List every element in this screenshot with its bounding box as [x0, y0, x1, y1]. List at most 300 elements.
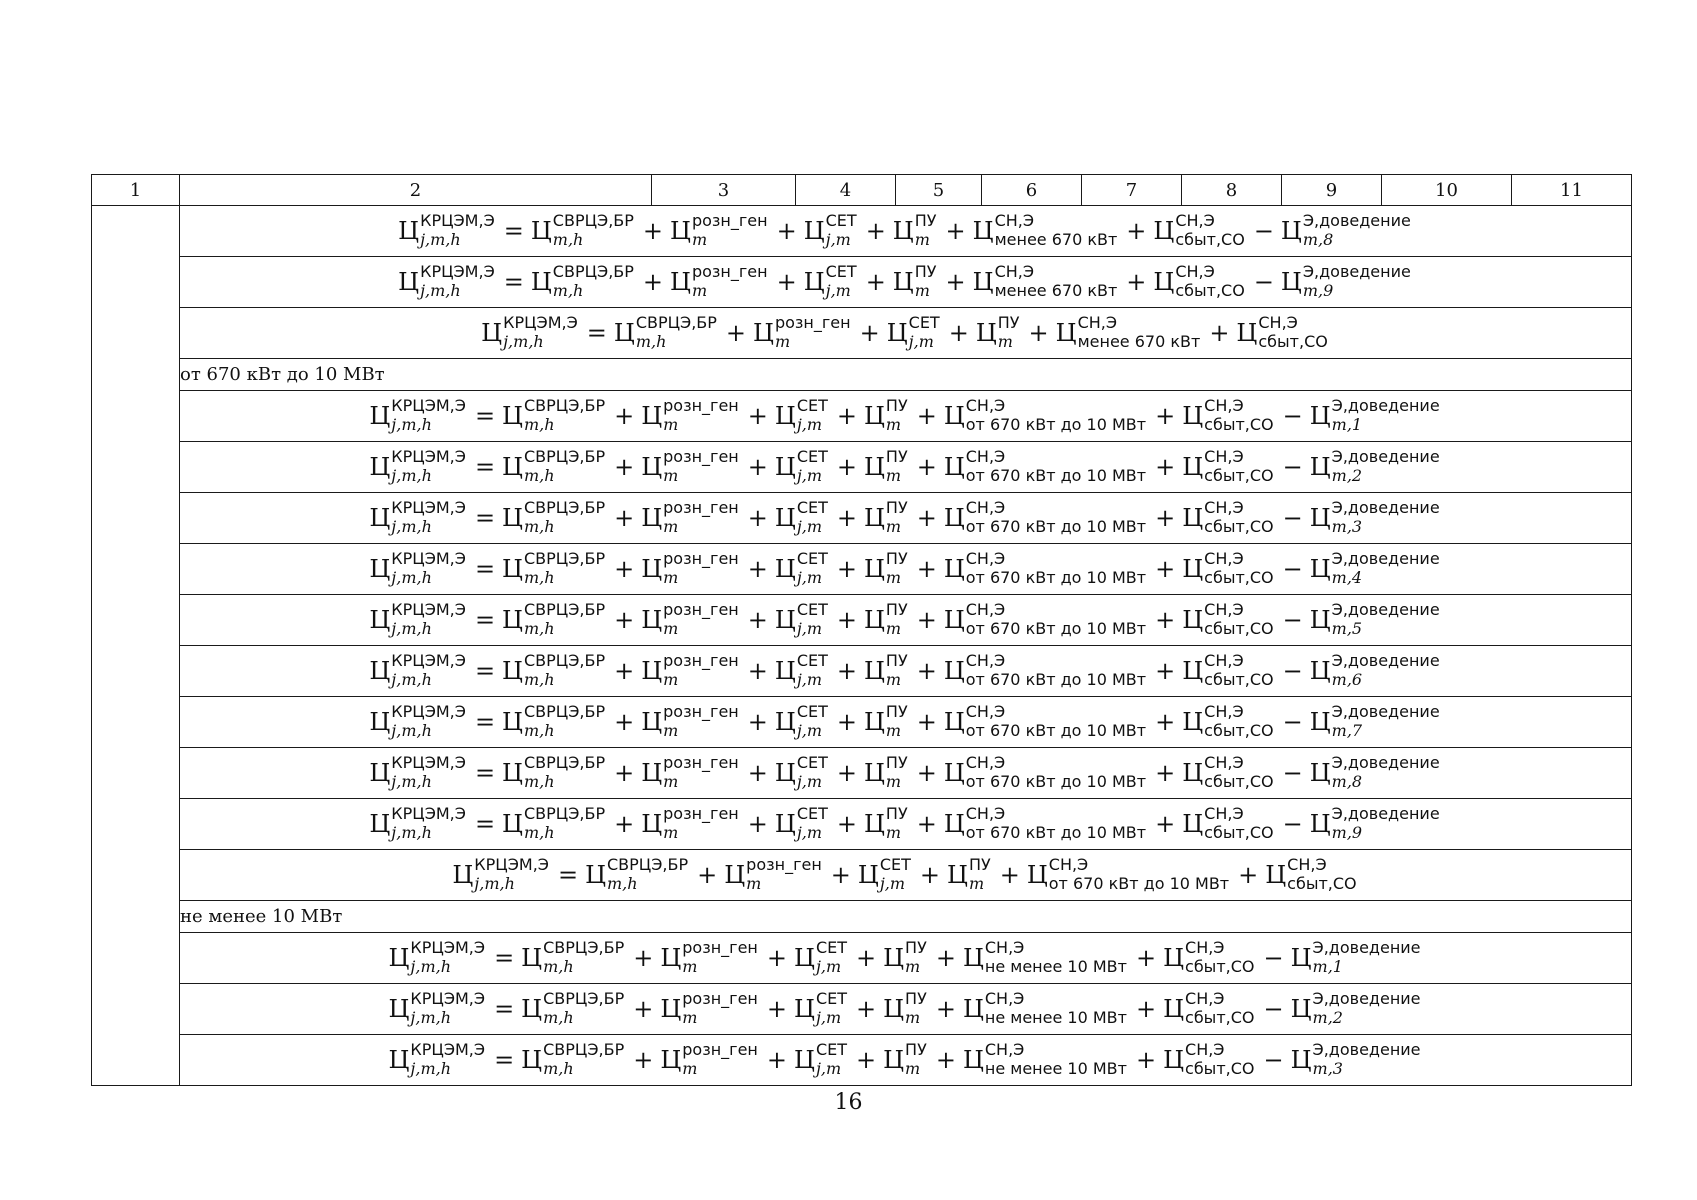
superscript: СН,Э	[965, 702, 1006, 721]
term-krcem	[369, 397, 468, 435]
plus-sign: +	[614, 555, 635, 583]
formula-cell	[180, 442, 1632, 493]
term-svrce	[531, 212, 636, 250]
subscript: j,m	[796, 619, 823, 638]
symbol-base: Ц	[369, 759, 391, 787]
term-pu	[893, 263, 939, 301]
symbol-base: Ц	[369, 606, 391, 634]
term-svrce	[502, 499, 607, 537]
subscript: m	[746, 874, 762, 893]
script-stack	[474, 856, 549, 894]
script-stack	[692, 263, 768, 301]
symbol-base: Ц	[803, 217, 825, 245]
term-rozn-gen	[641, 601, 741, 639]
superscript: СЕТ	[815, 1040, 847, 1059]
script-stack	[969, 856, 991, 894]
term-set	[804, 263, 859, 301]
symbol-base: Ц	[1182, 759, 1204, 787]
term-rozn-gen	[641, 754, 741, 792]
script-stack	[909, 314, 940, 352]
superscript: ПУ	[914, 211, 937, 230]
superscript: СН,Э	[965, 549, 1006, 568]
symbol-base: Ц	[369, 657, 391, 685]
symbol-base: Ц	[369, 555, 391, 583]
script-stack	[1332, 703, 1440, 741]
subscript: сбыт,СО	[1204, 466, 1274, 485]
symbol-base: Ц	[863, 402, 885, 430]
script-stack	[391, 754, 466, 792]
symbol-base: Ц	[794, 995, 815, 1023]
superscript: КРЦЭМ,Э	[391, 804, 466, 823]
term-svrce	[502, 805, 607, 843]
script-stack	[1204, 499, 1273, 537]
subscript: m,3	[1331, 517, 1363, 536]
subscript: j,m	[879, 874, 906, 893]
term-rozn-gen	[641, 805, 741, 843]
subscript: m	[885, 568, 902, 587]
subscript: m,9	[1302, 281, 1334, 300]
plus-sign: +	[935, 944, 956, 972]
symbol-base: Ц	[369, 453, 391, 481]
subscript: от 670 кВт до 10 МВт	[965, 568, 1147, 587]
script-stack	[998, 314, 1020, 352]
symbol-base: Ц	[1182, 657, 1204, 685]
script-stack	[1204, 652, 1273, 690]
script-stack	[1078, 314, 1201, 352]
superscript: ПУ	[885, 549, 908, 568]
term-rozn-gen	[670, 212, 770, 250]
subscript: m	[663, 721, 679, 740]
script-stack	[966, 805, 1146, 843]
script-stack	[524, 703, 605, 741]
subscript: не менее 10 МВт	[984, 957, 1127, 976]
superscript: ПУ	[885, 753, 908, 772]
plus-sign: +	[747, 759, 768, 787]
superscript: ПУ	[885, 600, 908, 619]
term-dovedenie	[1310, 652, 1442, 690]
script-stack	[1313, 990, 1421, 1028]
plus-sign: +	[1155, 606, 1176, 634]
symbol-base: Ц	[660, 1046, 682, 1074]
script-stack	[985, 1041, 1127, 1079]
plus-sign: +	[642, 217, 664, 245]
script-stack	[826, 212, 857, 250]
subscript: j,m,h	[410, 1008, 451, 1027]
symbol-base: Ц	[753, 319, 774, 347]
subscript: j,m	[908, 332, 934, 351]
subscript: m,h	[543, 1059, 574, 1078]
term-sbyt	[1182, 703, 1275, 741]
subscript: m	[663, 517, 679, 536]
superscript: ПУ	[885, 702, 908, 721]
formula-cell	[180, 544, 1632, 595]
superscript: СН,Э	[965, 498, 1006, 517]
term-sn	[944, 703, 1148, 741]
superscript: СЕТ	[825, 262, 857, 281]
subscript: менее 670 кВт	[994, 281, 1118, 300]
term-rozn-gen	[660, 939, 760, 977]
subscript: менее 670 кВт	[1077, 332, 1201, 351]
subscript: m,3	[1312, 1059, 1343, 1078]
script-stack	[524, 550, 605, 588]
plus-sign: +	[776, 268, 797, 296]
superscript: СВРЦЭ,БР	[523, 600, 606, 619]
plus-sign: +	[919, 861, 940, 889]
subscript: j,m,h	[410, 1059, 451, 1078]
symbol-base: Ц	[1153, 268, 1175, 296]
symbol-base: Ц	[641, 402, 663, 430]
superscript: СН,Э	[1185, 1040, 1225, 1059]
term-svrce	[502, 601, 607, 639]
subscript: m	[997, 332, 1013, 351]
term-sbyt	[1163, 939, 1256, 977]
term-set	[794, 939, 849, 977]
term-dovedenie	[1310, 397, 1442, 435]
script-stack	[524, 754, 605, 792]
symbol-base: Ц	[962, 944, 984, 972]
script-stack	[1287, 856, 1356, 894]
formula-cell	[180, 984, 1632, 1035]
symbol-base: Ц	[1163, 995, 1185, 1023]
superscript: КРЦЭМ,Э	[420, 262, 495, 281]
plus-sign: +	[836, 759, 857, 787]
term-sbyt	[1236, 314, 1329, 352]
subscript: j,m	[825, 281, 851, 300]
script-stack	[886, 550, 908, 588]
script-stack	[663, 448, 739, 486]
superscript: СН,Э	[1204, 804, 1244, 823]
term-rozn-gen	[641, 448, 741, 486]
plus-sign: +	[836, 555, 857, 583]
script-stack	[663, 601, 739, 639]
term-rozn-gen	[641, 499, 741, 537]
symbol-base: Ц	[863, 504, 885, 532]
symbol-base: Ц	[863, 708, 885, 736]
symbol-base: Ц	[794, 944, 815, 972]
script-stack	[966, 397, 1146, 435]
equals-sign: =	[557, 861, 579, 889]
symbol-base: Ц	[774, 504, 796, 532]
symbol-base: Ц	[724, 861, 746, 889]
symbol-base: Ц	[481, 319, 503, 347]
script-stack	[966, 652, 1146, 690]
plus-sign: +	[633, 944, 654, 972]
plus-sign: +	[1135, 1046, 1157, 1074]
symbol-base: Ц	[943, 759, 965, 787]
plus-sign: +	[856, 944, 877, 972]
term-sn	[944, 754, 1148, 792]
subscript: m	[691, 230, 708, 249]
subscript: m	[968, 874, 985, 893]
superscript: Э,доведение	[1331, 804, 1440, 823]
term-sn	[1027, 856, 1231, 894]
script-stack	[797, 703, 828, 741]
term-set	[775, 805, 830, 843]
minus-sign: −	[1282, 657, 1303, 685]
symbol-base: Ц	[774, 759, 796, 787]
superscript: СЕТ	[879, 855, 911, 874]
formula-cell	[180, 308, 1632, 359]
subscript: m	[663, 415, 679, 434]
term-sn	[944, 805, 1148, 843]
plus-sign: +	[916, 657, 937, 685]
term-rozn-gen	[641, 703, 741, 741]
script-stack	[1332, 499, 1440, 537]
term-sbyt	[1163, 990, 1256, 1028]
symbol-base: Ц	[1026, 861, 1048, 889]
section-row	[92, 359, 1632, 391]
term-sbyt	[1182, 397, 1275, 435]
minus-sign: −	[1282, 810, 1303, 838]
script-stack	[1175, 212, 1244, 250]
subscript: m,5	[1331, 619, 1363, 638]
term-sbyt	[1182, 805, 1275, 843]
script-stack	[797, 652, 828, 690]
term-set	[858, 856, 913, 894]
symbol-base: Ц	[670, 217, 691, 245]
script-stack	[1204, 703, 1273, 741]
subscript: m	[914, 281, 930, 300]
script-stack	[391, 652, 466, 690]
term-dovedenie	[1310, 550, 1442, 588]
plus-sign: +	[633, 1046, 654, 1074]
plus-sign: +	[865, 268, 886, 296]
script-stack	[1175, 263, 1244, 301]
superscript: Э,доведение	[1331, 753, 1440, 772]
superscript: розн_ген	[682, 938, 758, 957]
script-stack	[1204, 550, 1273, 588]
script-stack	[524, 397, 605, 435]
symbol-base: Ц	[502, 504, 523, 532]
script-stack	[816, 1041, 847, 1079]
term-dovedenie	[1310, 499, 1442, 537]
term-pu	[864, 754, 910, 792]
formula-table	[91, 174, 1632, 1086]
term-sn	[944, 397, 1148, 435]
superscript: СН,Э	[994, 262, 1035, 281]
term-sn	[944, 550, 1148, 588]
formula-cell	[180, 748, 1632, 799]
symbol-base: Ц	[857, 861, 879, 889]
symbol-base: Ц	[774, 810, 796, 838]
term-sn	[944, 652, 1148, 690]
script-stack	[1204, 805, 1273, 843]
superscript: ПУ	[914, 262, 937, 281]
plus-sign: +	[830, 861, 851, 889]
symbol-base: Ц	[670, 268, 691, 296]
term-dovedenie	[1291, 990, 1423, 1028]
term-svrce	[614, 314, 719, 352]
subscript: m,h	[552, 281, 584, 300]
term-sbyt	[1182, 499, 1275, 537]
term-krcem	[452, 856, 551, 894]
superscript: Э,доведение	[1302, 211, 1411, 230]
script-stack	[826, 263, 857, 301]
subscript: j,m	[796, 517, 823, 536]
superscript: розн_ген	[746, 855, 822, 874]
script-stack	[915, 263, 937, 301]
formula-row	[92, 850, 1632, 901]
formula-cell	[180, 1035, 1632, 1086]
minus-sign: −	[1282, 759, 1303, 787]
plus-sign: +	[935, 1046, 956, 1074]
term-dovedenie	[1281, 212, 1413, 250]
subscript: сбыт,СО	[1185, 957, 1255, 976]
script-stack	[524, 499, 605, 537]
script-stack	[524, 448, 605, 486]
plus-sign: +	[633, 995, 654, 1023]
term-rozn-gen	[660, 1041, 760, 1079]
script-stack	[1204, 397, 1273, 435]
plus-sign: +	[916, 708, 937, 736]
term-sbyt	[1163, 1041, 1256, 1079]
subscript: m	[885, 619, 902, 638]
subscript: m	[885, 721, 902, 740]
symbol-base: Ц	[613, 319, 635, 347]
term-set	[775, 754, 830, 792]
superscript: КРЦЭМ,Э	[410, 938, 486, 957]
formula-row	[92, 308, 1632, 359]
symbol-base: Ц	[1153, 217, 1175, 245]
symbol-base: Ц	[502, 555, 523, 583]
script-stack	[1185, 939, 1254, 977]
script-stack	[682, 1041, 758, 1079]
superscript: СВРЦЭ,БР	[635, 313, 717, 332]
superscript: СЕТ	[796, 651, 828, 670]
formula-cell	[180, 595, 1632, 646]
subscript: m	[914, 230, 930, 249]
minus-sign: −	[1282, 402, 1303, 430]
subscript: m	[885, 466, 902, 485]
plus-sign: +	[766, 995, 787, 1023]
script-stack	[663, 499, 739, 537]
term-pu	[864, 601, 910, 639]
plus-sign: +	[935, 995, 956, 1023]
symbol-base: Ц	[774, 555, 796, 583]
superscript: Э,доведение	[1312, 1040, 1421, 1059]
plus-sign: +	[1028, 319, 1049, 347]
minus-sign: −	[1263, 944, 1284, 972]
superscript: розн_ген	[663, 753, 739, 772]
script-stack	[391, 601, 466, 639]
superscript: ПУ	[885, 498, 908, 517]
minus-sign: −	[1253, 217, 1274, 245]
symbol-base: Ц	[1309, 555, 1331, 583]
superscript: СВРЦЭ,БР	[523, 549, 606, 568]
symbol-base: Ц	[641, 657, 663, 685]
script-stack	[663, 397, 739, 435]
symbol-base: Ц	[388, 1046, 410, 1074]
superscript: КРЦЭМ,Э	[391, 498, 466, 517]
subscript: j,m,h	[503, 332, 544, 351]
term-set	[775, 703, 830, 741]
script-stack	[905, 939, 927, 977]
symbol-base: Ц	[863, 606, 885, 634]
minus-sign: −	[1282, 504, 1303, 532]
subscript: j,m,h	[391, 517, 432, 536]
symbol-base: Ц	[1182, 453, 1204, 481]
header-cell-2: 2	[180, 175, 652, 206]
header-cell-10: 10	[1382, 175, 1512, 206]
subscript: j,m,h	[391, 823, 432, 842]
script-stack	[746, 856, 822, 894]
script-stack	[410, 1041, 485, 1079]
plus-sign: +	[614, 453, 635, 481]
symbol-base: Ц	[863, 453, 885, 481]
term-set	[775, 448, 830, 486]
subscript: j,m	[796, 721, 823, 740]
symbol-base: Ц	[502, 606, 523, 634]
superscript: СН,Э	[1048, 855, 1089, 874]
formula	[369, 550, 1441, 588]
superscript: СН,Э	[965, 651, 1006, 670]
superscript: СВРЦЭ,БР	[523, 498, 606, 517]
equals-sign: =	[474, 708, 496, 736]
term-svrce	[521, 990, 626, 1028]
script-stack	[966, 703, 1146, 741]
symbol-base: Ц	[943, 402, 965, 430]
superscript: розн_ген	[691, 262, 768, 281]
superscript: ПУ	[885, 447, 908, 466]
script-stack	[995, 263, 1118, 301]
superscript: СВРЦЭ,БР	[543, 1040, 625, 1059]
symbol-base: Ц	[641, 606, 663, 634]
formula-row	[92, 1035, 1632, 1086]
superscript: СН,Э	[1204, 447, 1244, 466]
subscript: m	[663, 823, 679, 842]
subscript: j,m,h	[420, 230, 461, 249]
script-stack	[391, 550, 466, 588]
script-stack	[915, 212, 937, 250]
term-svrce	[502, 448, 607, 486]
section-row	[92, 901, 1632, 933]
formula	[369, 703, 1441, 741]
symbol-base: Ц	[1309, 606, 1331, 634]
subscript: j,m,h	[391, 415, 432, 434]
term-krcem	[369, 805, 468, 843]
plus-sign: +	[1135, 995, 1157, 1023]
term-dovedenie	[1281, 263, 1413, 301]
plus-sign: +	[916, 759, 937, 787]
superscript: розн_ген	[774, 313, 851, 332]
subscript: менее 670 кВт	[994, 230, 1118, 249]
term-pu	[864, 397, 910, 435]
symbol-base: Ц	[388, 944, 410, 972]
plus-sign: +	[747, 810, 768, 838]
superscript: Э,доведение	[1331, 600, 1440, 619]
term-krcem	[369, 601, 468, 639]
symbol-base: Ц	[1236, 319, 1258, 347]
plus-sign: +	[836, 504, 857, 532]
symbol-base: Ц	[1309, 810, 1331, 838]
formula	[369, 601, 1441, 639]
term-sbyt	[1182, 550, 1275, 588]
subscript: m	[691, 281, 708, 300]
superscript: СЕТ	[825, 211, 857, 230]
term-krcem	[388, 990, 487, 1028]
term-svrce	[585, 856, 690, 894]
subscript: от 670 кВт до 10 МВт	[965, 517, 1147, 536]
subscript: m	[885, 772, 902, 791]
subscript: j,m	[815, 1059, 842, 1078]
minus-sign: −	[1282, 606, 1303, 634]
subscript: сбыт,СО	[1175, 281, 1245, 300]
subscript: m,h	[635, 332, 667, 351]
term-dovedenie	[1310, 754, 1442, 792]
subscript: m,h	[543, 1008, 574, 1027]
term-set	[775, 550, 830, 588]
superscript: СН,Э	[984, 989, 1025, 1008]
